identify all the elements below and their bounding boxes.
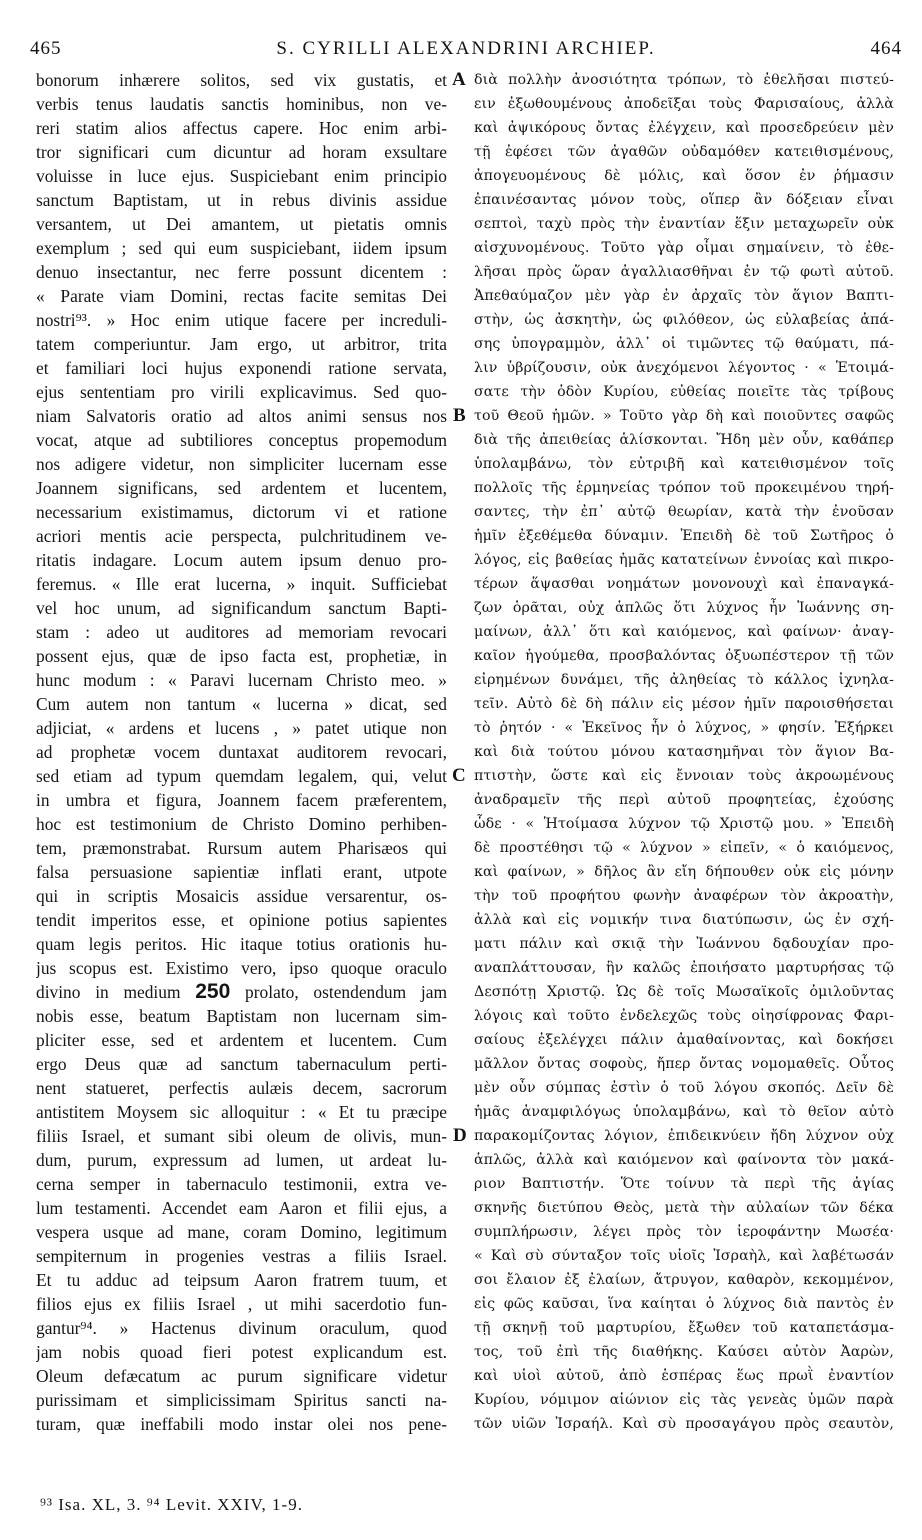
greek-text-line: δὲ προστέθησι τῷ « λύχνον » εἰπεῖν, « ὁ καιόμενος, [474,840,894,856]
greek-text-line: εἰρημένων δυνάμει, τῆς ἀληθείας τὸ κάλλος ἰχνηλα- [474,672,894,688]
latin-text-line: vel hoc unum, ad significandum sanctum Bapti- [36,598,447,618]
latin-text-line: nos adigere videtur, non simpliciter lucernam esse [36,454,447,474]
latin-text-line: possent ejus, quæ de ipso facta est, prophetiæ, in [36,646,447,666]
greek-text-line: μὲν οὖν σύμπας ἐστὶν ὁ τοῦ λόγου σκοπός. Δεῖν δὲ [474,1080,894,1096]
greek-text-line: καὶ ἀψικόρους ὄντας ἐλέγχειν, καὶ προσεδρεύειν μὲν [474,120,894,136]
latin-text-line: ad prophetæ vocem duntaxat auditorem revocari, [36,742,447,762]
section-marker-a: A [452,69,466,90]
latin-text-line: voluisse in luce ejus. Suspiciebant enim principio [36,166,447,186]
greek-text-line: Κυρίου, νόμιμον αἰώνιον εἰς τὰς γενεὰς ὑμῶν παρὰ [474,1392,894,1408]
greek-text-line: σατε τὴν ὁδὸν Κυρίου, εὐθείας ποιεῖτε τὰς τρίβους [474,384,894,400]
greek-text-line: ζων ὁρᾶται, οὐχ ἁπλῶς ὅτι λύχνος ἦν Ἰωάννης ση- [474,600,894,616]
latin-text-line: versantem, ut Dei amantem, ut pietatis omnis [36,214,447,234]
latin-text-line: sanctum Baptistam, ut in rebus divinis assidue [36,190,447,210]
greek-text-line: σοι ἔλαιον ἐξ ἐλαίων, ἄτρυγον, καθαρὸν, κεκομμένον, [474,1272,894,1288]
greek-text-line: σεπτοὶ, ταχὺ πρὸς τὴν ἐναντίαν ἕξιν μεταχωρεῖν οὐκ [474,216,894,232]
latin-text-line: Joannem significans, sed ardentem et lucentem, [36,478,447,498]
latin-text-line: lum testamenti. Accendet eam Aaron et filii ejus, a [36,1198,447,1218]
greek-text-line: τοῦ Θεοῦ ἡμῶν. » Τοῦτο γὰρ δὴ καὶ ποιοῦντες σαφῶς [474,408,894,424]
section-marker-d: D [453,1125,467,1146]
latin-text-line: filiis Israel, et sumant sibi oleum de olivis, mun- [36,1126,447,1146]
latin-text-line: falsa persuasione sapientiæ inflati erant, utpote [36,862,447,882]
latin-text-line: tem, præmonstrabat. Rursum autem Pharisæos qui [36,838,447,858]
greek-text-line: σαντες, τὴν ἐπ᾽ αὐτῷ θεωρίαν, κατὰ τὴν ἐνοῦσαν [474,504,894,520]
greek-text-line: ὧδε · « Ἡτοίμασα λύχνον τῷ Χριστῷ μου. » Ἐπειδὴ [474,816,894,832]
greek-text-line: μᾶλλον ὄντας σοφοὺς, ἤπερ ὄντας νομομαθεῖς. Οὗτος [474,1056,894,1072]
latin-text-line: filios ejus ex filiis Israel , ut mihi sacerdotio fun- [36,1294,447,1314]
latin-text-line: gantur⁹⁴. » Hactenus divinum oraculum, quod [36,1318,447,1338]
greek-text-line: τεῖν. Αὐτὸ δὲ δὴ πάλιν εἰς μέσον ἡμῖν παροισθήσεται [474,696,894,712]
latin-text-line: niam Salvatoris oratio ad altos animi sensus nos [36,406,447,426]
greek-text-line: διὰ πολλὴν ἀνοσιότητα τρόπων, τὸ ἐθελῆσαι πιστεύ- [474,72,894,88]
greek-text-line: « Καὶ σὺ σύνταξον τοῖς υἱοῖς Ἰσραὴλ, καὶ λαβέτωσάν [474,1248,894,1264]
column-number-250: 250 [195,980,231,1003]
greek-text-line: συμπλήρωσιν, λέγει πρὸς τὸν ἱεροφάντην Μωσέα· [474,1224,894,1240]
latin-text-line: turam, quæ ineffabili modo instar olei nos pene- [36,1414,447,1434]
latin-text-line: hoc est testimonium de Christo Domino perhiben- [36,814,447,834]
latin-text-line: in umbra et figura, Joannem facem præferentem, [36,790,447,810]
greek-text-line: Δεσπότῃ Χριστῷ. Ὡς δὲ τοῖς Μωσαϊκοῖς ὁμιλοῦντας [474,984,894,1000]
greek-text-line: πολλοῖς τῆς ἑρμηνείας τρόπον τοῦ προκειμένου τηρή- [474,480,894,496]
latin-column [36,68,447,1436]
latin-text-line: purissimam et simplicissimam Spiritus sancti na- [36,1390,447,1410]
greek-text-line: ἀλλὰ καὶ εἰς νομικήν τινα διατύπωσιν, ὡς ἐν σχή- [474,912,894,928]
latin-text-line: divino in medium 250 prolato, ostendendum jam [36,980,447,1003]
latin-text-line: nent statueret, perfectis aulæis decem, sacrorum [36,1078,447,1098]
greek-text-line: λόγοις καὶ τοῦτο ἐνδελεχῶς τοὺς οἰησίφρονας Φαρι- [474,1008,894,1024]
latin-text-line: sed etiam ad typum quemdam legalem, qui, velut [36,766,447,786]
latin-text-line: ejus sententiam pro virili explicavimus. Sed quo- [36,382,447,402]
greek-column [474,68,894,1436]
latin-text-line: Cum autem non tantum « lucerna » dicat, sed [36,694,447,714]
greek-text-line: ἀναδραμεῖν τῆς περὶ αὐτοῦ προφητείας, ἐχούσης [474,792,894,808]
greek-text-line: αναπλάττουσαν, ἣν καλῶς ἐποιήσατο μαρτυρήσας τῷ [474,960,894,976]
greek-text-line: σης ὑπογραμμὸν, ἀλλ᾽ οἱ τιμῶντες τῷ θαύματι, πά- [474,336,894,352]
latin-text-line: vocat, atque ad subtiliores conceptus propemodum [36,430,447,450]
latin-text-line: dum, purum, expressum ad lumen, ut ardeat lu- [36,1150,447,1170]
latin-text-line: denuo insectantur, nec ferre possunt dicentem : [36,262,447,282]
greek-text-line: λῆσαι πρὸς ὥραν ἀγαλλιασθῆναι ἐν τῷ φωτὶ αὐτοῦ. [474,264,894,280]
greek-text-line: τέρων ἅψασθαι νοημάτων μονονουχὶ καὶ ἐπαναγκά- [474,576,894,592]
latin-text-line: tendit imperitos esse, et opinione potius sapientes [36,910,447,930]
latin-text-line: vespera usque ad mane, coram Domino, legitimum [36,1222,447,1242]
greek-text-line: τῇ ἐφέσει τῶν ἀγαθῶν οὐδαμόθεν κατειθισμένους, [474,144,894,160]
latin-text-line: nostri⁹³. » Hoc enim utique facere per increduli- [36,310,447,330]
latin-text-line: cerna semper in tabernaculo testimonii, extra ve- [36,1174,447,1194]
section-marker-b: B [453,405,466,426]
latin-text-line: jus scopus est. Existimo vero, ipso quoque oraculo [36,958,447,978]
greek-text-line: ἡμᾶς ἀναμφιλόγως ὑπολαμβάνω, καὶ τὸ θεῖον αὐτὸ [474,1104,894,1120]
greek-text-line: ἀπογευομένους δὲ μόλις, καὶ ὅσον ἐν ῥήμασιν [474,168,894,184]
latin-text-line: verbis tenus laudatis sanctis hominibus, non ve- [36,94,447,114]
greek-text-line: λιν ὑβρίζουσιν, οὐκ ἀνεχόμενοι λέγοντος · « Ἑτοιμά- [474,360,894,376]
latin-text-line: stam : adeo ut auditores ad memoriam revocari [36,622,447,642]
greek-text-line: ματι πάλιν καὶ σκιᾷ τὴν Ἰωάννου δᾳδουχίαν προ- [474,936,894,952]
latin-text-line: exemplum ; sed qui eum suspiciebant, iidem ipsum [36,238,447,258]
page-number-right: 464 [870,38,902,59]
latin-text-line: necessarium existimamus, dictorum vi et ratione [36,502,447,522]
greek-text-line: σκηνῆς διετύπου Θεὸς, μετὰ τὴν αὐλαίων τῶν δέκα [474,1200,894,1216]
greek-text-line: ειν ἐξωθουμένους ἀποδεῖξαι τοὺς Φαρισαίους, ἀλλὰ [474,96,894,112]
greek-text-line: τος, τοῦ ἐπὶ τῆς διαθήκης. Καύσει αὐτὸν Ἀαρὼν, [474,1344,894,1360]
greek-text-line: εἰς φῶς καῦσαι, ἵνα καίηται ὁ λύχνος διὰ παντὸς ἐν [474,1296,894,1312]
greek-text-line: ἡμῖν ἐξεθέμεθα δύναμιν. Ἐπειδὴ δὲ τοῦ Σωτῆρος ὁ [474,528,894,544]
running-title: S. CYRILLI ALEXANDRINI ARCHIEP. [276,38,656,59]
greek-text-line: ἐπαινέσαντας μόνον τοὺς, οἵπερ ἂν δόξειαν εἶναι [474,192,894,208]
latin-text-line: feremus. « Ille erat lucerna, » inquit. Sufficiebat [36,574,447,594]
greek-text-line: καὶ υἱοὶ αὐτοῦ, ἀπὸ ἑσπέρας ἕως πρωῒ ἐναντίον [474,1368,894,1384]
latin-text-line: qui in scriptis Mosaicis assidue versarentur, os- [36,886,447,906]
greek-text-line: λόγος, εἰς βαθείας ἡμᾶς κατατείνων ἐννοίας καὶ πικρο- [474,552,894,568]
greek-text-line: ριον Βαπτιστήν. Ὅτε τοίνυν τὰ περὶ τῆς ἁγίας [474,1176,894,1192]
greek-text-line: τῇ σκηνῇ τοῦ μαρτυρίου, ἔξωθεν τοῦ καταπετάσμα- [474,1320,894,1336]
latin-text-line: hunc modum : « Paravi lucernam Christo meo. » [36,670,447,690]
latin-text-line: Oleum defæcatum ac purum significare videtur [36,1366,447,1386]
greek-text-line: ἁπλῶς, ἀλλὰ καὶ καιόμενον καὶ φαίνοντα τὸν μακά- [474,1152,894,1168]
greek-text-line: παρακομίζοντας λόγιον, ἐπιδεικνύειν ἤδη λύχνον οὐχ [474,1128,894,1144]
latin-text-line: ritatis indagare. Locum autem ipsum denuo pro- [36,550,447,570]
greek-text-line: καὶ φαίνων, » δῆλος ἂν εἴη δήπουθεν οὐκ εἰς μόνην [474,864,894,880]
greek-text-line: στὴν, ὡς ἀσκητὴν, ὡς φιλόθεον, ὡς εὐλαβείας ἁπά- [474,312,894,328]
section-marker-c: C [452,765,466,786]
greek-text-line: σαίους ἐξελέγχει πάλιν ἀμαθαίνοντας, καὶ δοκήσει [474,1032,894,1048]
latin-text-line: quam legis peritos. Hic itaque totius orationis hu- [36,934,447,954]
latin-text-line: jam nobis quoad fieri potest explicandum est. [36,1342,447,1362]
latin-text-line: pliciter esse, sed et ardentem et lucentem. Cum [36,1030,447,1050]
latin-text-line: et familiari loci hujus exponendi ratione servata, [36,358,447,378]
latin-text-line: nobis esse, beatum Baptistam non lucernam sim- [36,1006,447,1026]
greek-text-line: ὑπολαμβάνω, τὸν εὐτριβῆ καὶ κατειθισμένον τοῖς [474,456,894,472]
greek-text-line: τὴν τοῦ προφήτου φωνὴν ἀναφέρων τὸν ἀκροατὴν, [474,888,894,904]
latin-text-line: Et tu adduc ad teipsum Aaron fratrem tuum, et [36,1270,447,1290]
page-header [30,38,902,64]
greek-text-line: καὶ διὰ τούτου μόνου κατασημῆναι τὸν ἅγιον Βα- [474,744,894,760]
footnotes: ⁹³ Isa. XL, 3. ⁹⁴ Levit. XXIV, 1-9. [40,1495,303,1514]
page-number-left: 465 [30,38,62,59]
greek-text-line: Ἀπεθαύμαζον μὲν γὰρ ἐν ἀρχαῖς τὸν ἅγιον Βαπτι- [474,288,894,304]
latin-text-line: tror significari cum dicuntur ad horam exsultare [36,142,447,162]
greek-text-line: τὸ ῥητόν · « Ἐκεῖνος ἦν ὁ λύχνος, » φησίν. Ἐξήρκει [474,720,894,736]
latin-text-line: acriori mentis acie perspecta, pulchritudinem ve- [36,526,447,546]
greek-text-line: διὰ τῆς ἀπειθείας ἁλίσκονται. Ἤδη μὲν οὖν, καθάπερ [474,432,894,448]
greek-text-line: πτιστὴν, ὥστε καὶ εἰς ἔννοιαν τοὺς ἀκροωμένους [474,768,894,784]
latin-text-line: « Parate viam Domini, rectas facite semitas Dei [36,286,447,306]
greek-text-line: μαίνων, ἀλλ᾽ ὅτι καὶ καιόμενος, καὶ φαίνων· ἀναγ- [474,624,894,640]
latin-text-line: sempiternum in progenies vestras a filiis Israel. [36,1246,447,1266]
greek-text-line: τῶν υἱῶν Ἰσραήλ. Καὶ σὺ προσαγάγου πρὸς σεαυτὸν, [474,1416,894,1432]
latin-text-line: bonorum inhærere solitos, sed vix gustatis, et [36,70,447,90]
greek-text-line: καῖον ἡγούμεθα, προσβαλόντας ὀξυωπέστερον τῇ τῶν [474,648,894,664]
greek-text-line: αἰσχυνομένους. Τοῦτο γὰρ οἶμαι σημαίνειν, τὸ ἐθε- [474,240,894,256]
latin-text-line: tatem comperiuntur. Jam ergo, ut arbitror, trita [36,334,447,354]
latin-text-line: adjiciat, « ardens et lucens , » patet utique non [36,718,447,738]
latin-text-line: ergo Deus quæ ad sanctum tabernaculum perti- [36,1054,447,1074]
latin-text-line: reri statim alios affectus capere. Hoc enim arbi- [36,118,447,138]
latin-text-line: antistitem Moysem sic alloquitur : « Et tu præcipe [36,1102,447,1122]
